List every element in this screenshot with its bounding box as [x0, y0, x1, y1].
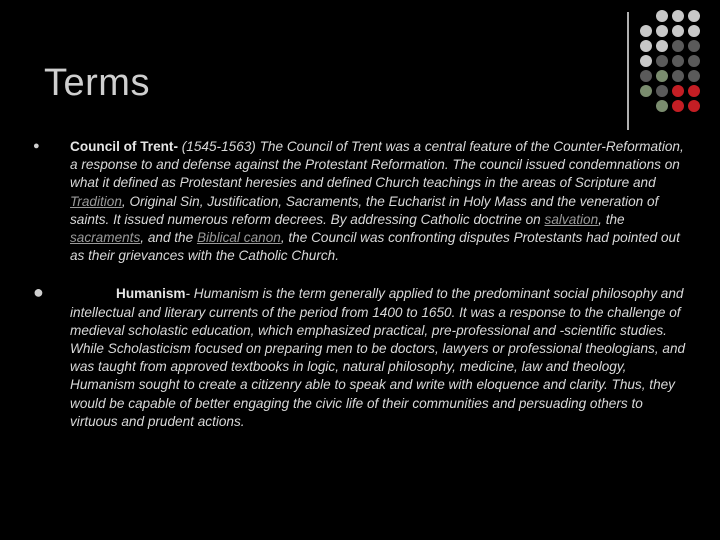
- link-salvation[interactable]: salvation: [544, 211, 599, 227]
- decorative-dot: [688, 100, 700, 112]
- terms-list: [30, 138, 690, 431]
- bullet-icon: ●: [33, 282, 44, 303]
- decorative-dot: [656, 40, 668, 52]
- definition-text: , and the: [140, 230, 197, 246]
- link-sacraments[interactable]: sacraments: [70, 230, 141, 246]
- decorative-dot: [688, 55, 700, 67]
- decorative-dot-grid: [640, 10, 712, 116]
- bullet-icon: ●: [33, 140, 40, 152]
- term-label: Council of Trent-: [70, 139, 178, 154]
- decorative-dot: [640, 25, 652, 37]
- list-item-humanism: [30, 282, 690, 431]
- item-text: [70, 285, 690, 431]
- link-tradition[interactable]: Tradition: [70, 193, 122, 209]
- decorative-dot: [640, 70, 652, 82]
- decorative-dot: [688, 25, 700, 37]
- definition-text: , Original Sin, Justification, Sacraments, the Eucharist in Holy Mass and the veneration of saints. It issued numerous reform decrees. By addressing Catholic doctrine on: [70, 193, 659, 227]
- decorative-dot: [672, 10, 684, 22]
- decorative-dot: [672, 25, 684, 37]
- decorative-dot: [656, 85, 668, 97]
- term-label: Humanism: [116, 286, 186, 302]
- decorative-dot: [672, 85, 684, 97]
- decorative-dot: [656, 10, 668, 22]
- decorative-dot: [672, 70, 684, 82]
- link-biblical-canon[interactable]: Biblical canon: [196, 230, 281, 246]
- decorative-dot: [640, 55, 652, 67]
- decorative-dot: [656, 100, 668, 112]
- item-text: [70, 138, 690, 265]
- decorative-dot: [688, 70, 700, 82]
- decorative-dot: [672, 40, 684, 52]
- slide-title: Terms: [44, 62, 150, 104]
- decorative-dot: [688, 40, 700, 52]
- decorative-dot: [672, 55, 684, 67]
- decorative-dot: [656, 70, 668, 82]
- decorative-dot: [688, 10, 700, 22]
- definition-text: (1545-1563) The Council of Trent was a central feature of the Counter-Reformation, a response to and defense against the Protestant Reformation. The council issued condemnations on what it defined as Protestant heresies and defined Church teachings in the areas of Scripture and: [70, 139, 684, 191]
- decorative-dot: [656, 55, 668, 67]
- decorative-vertical-line: [627, 12, 629, 130]
- decorative-dot: [640, 85, 652, 97]
- definition-text: , the Council was confronting disputes Protestants had pointed out as their grievances with the Catholic Church.: [70, 230, 680, 264]
- definition-text: - Humanism is the term generally applied to the predominant social philosophy and intellectual and literary currents of the period from 1400 to 1650. It was a response to the challenge of medieval scholastic education, which emphasized practical, pre-professional and -scientific studies. While Scholasticism focused on preparing men to be doctors, lawyers or professional theologians, and was taught from approved textbooks in logic, natural philosophy, medicine, law and theology, Humanism sought to create a citizenry able to speak and write with eloquence and clarity. Thus, they would be capable of better engaging the civic life of their communities and persuading others to virtuous and prudent actions.: [70, 286, 686, 429]
- definition-text: , the: [598, 211, 625, 227]
- decorative-dot: [672, 100, 684, 112]
- decorative-dot: [656, 25, 668, 37]
- decorative-dot: [688, 85, 700, 97]
- list-item-council-of-trent: [30, 138, 690, 265]
- decorative-dot: [640, 40, 652, 52]
